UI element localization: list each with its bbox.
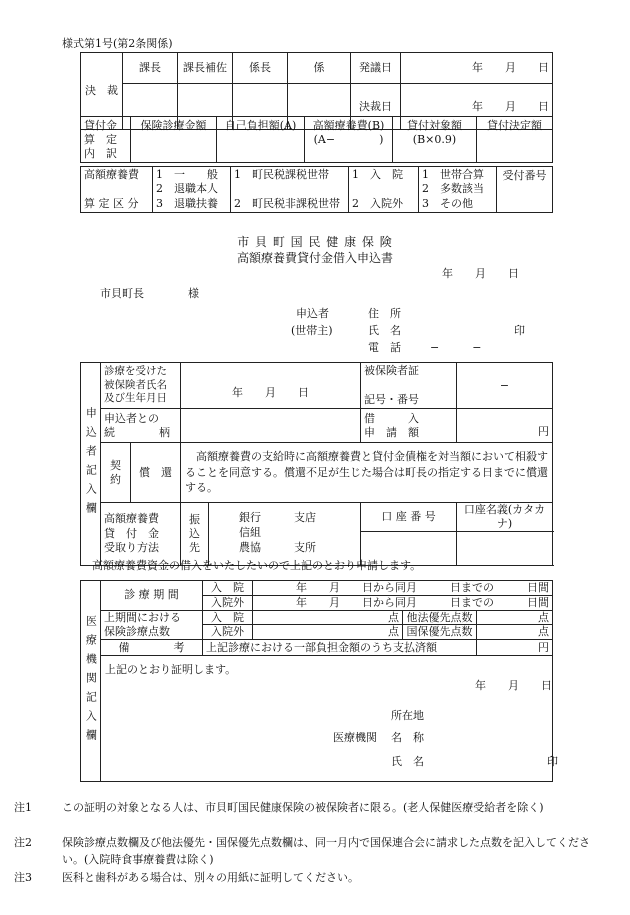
card-number-field[interactable]: − [457,363,553,409]
points-label: 上期間における 保険診療点数 [101,610,203,640]
certification-box [101,656,558,782]
category-inpatient[interactable]: 1 入 院 2 入院外 [349,167,419,213]
note-3 [14,869,602,886]
calc-loan-target[interactable]: 貸付対象額 (B×0.9) [393,117,477,163]
contract-label: 契 約 [101,443,131,503]
name-label: 氏 名 [368,324,401,337]
relation-label: 申込者との 続 柄 [101,409,181,443]
institution-table [80,580,558,782]
category-other[interactable]: 1 世帯合算 2 多数該当 3 その他 [419,167,497,213]
relation-field[interactable] [181,409,361,443]
other-priority-label: 他法優先点数 [403,610,477,625]
points-inpatient-label: 入 院 [203,610,253,625]
location-label: 所在地 [391,709,424,722]
category-table [80,166,553,213]
category-label: 高額療養費 算 定 区 分 [81,167,153,213]
bank-field[interactable] [209,503,361,566]
inst-name-label: 名 称 [391,731,424,744]
contract-text: 高額療養費の支給時に高額療養費と貸付金債権を対当額において相殺することを同意する。償還不足が生じた場合は町長の指定する日までに償還する。 [181,443,553,503]
remarks-label: 備 考 [101,640,203,656]
category-insured-type[interactable]: 1 一 般 2 退職本人 3 退職扶養 [153,167,231,213]
period-outpatient-label: 入院外 [203,595,253,610]
seal-mark: 印 [514,324,525,337]
issue-date-label: 発議日 [351,53,401,84]
period-inpatient-label: 入 院 [203,581,253,596]
calc-self-pay[interactable]: 自己負担額(A) [217,117,305,163]
other-priority-field[interactable]: 点 [477,610,553,625]
issue-date-field[interactable]: 年 月 日 [401,53,553,84]
calc-insured-amount[interactable]: 保険診療金額 [131,117,217,163]
note-3-label: 注3 [14,871,32,884]
reception-number[interactable]: 受付番号 [497,167,553,213]
note-1-label: 注1 [14,801,32,814]
approval-label: 決 裁 [81,53,123,130]
section2-side-label: 医療機関記入欄 [81,581,101,782]
calc-label: 貸付金 算 定 内 訳 [81,117,131,163]
points-inpatient-field[interactable]: 点 [253,610,403,625]
decision-date-label: 決裁日 [351,84,401,130]
transfer-label: 振 込 先 [181,503,209,566]
period-outpatient-field[interactable]: 年 月 日から同月 日までの 日間 [253,595,553,610]
note-3-text: 医科と歯科がある場合は、別々の用紙に証明してください。 [62,871,359,884]
doctor-name-label: 氏 名 [391,755,424,768]
account-number-label: 口 座 番 号 [361,503,457,532]
national-priority-label: 国保優先点数 [403,625,477,640]
note-2 [14,834,602,868]
addressee: 市貝町長 様 [100,287,199,300]
calc-table [80,116,553,163]
section1-side-label: 申込者記入欄 [81,363,101,566]
household-head-label: (世帯主) [291,324,333,337]
card-label: 被保険者証 記号・番号 [361,363,457,409]
account-name-label: 口座名義(カタカナ) [457,503,553,532]
patient-birth-field[interactable]: 年 月 日 [181,363,361,409]
application-date[interactable]: 年 月 日 [442,267,519,280]
note-1 [14,799,602,816]
applicant-label: 申込者 [296,307,329,320]
paid-amount-field[interactable]: 円 [477,640,553,656]
certify-text: 上記のとおり証明します。 [105,663,237,676]
role-kacho: 課長 [123,53,178,84]
amount-field[interactable]: 円 [457,409,553,443]
patient-label: 診療を受けた 被保険者氏名 及び生年月日 [101,363,181,409]
calc-loan-decision[interactable]: 貸付決定額 [477,117,553,163]
paid-amount-label: 上記診療における一部負担金額のうち支払済額 [203,640,477,656]
form-number: 様式第1号(第2条関係) [62,37,173,50]
note-2-text: 保険診療点数欄及び他法優先・国保優先点数欄は、同一月内で国保連合会に請求した点数を記入してください。(入院時食事療養費は除く) [62,836,590,866]
points-outpatient-field[interactable]: 点 [253,625,403,640]
category-tax-status[interactable]: 1 町民税課税世帯 2 町民税非課税世帯 [231,167,349,213]
title-line-2: 高額療養費貸付金借入申込書 [236,251,393,265]
role-kakari: 係 [288,53,351,84]
points-outpatient-label: 入院外 [203,625,253,640]
calc-high-cost[interactable]: 高額療養費(B) (A− ) [305,117,393,163]
note-2-label: 注2 [14,836,32,849]
period-label: 診 療 期 間 [101,581,203,611]
institution-label: 医療機関 [333,731,377,744]
amount-label: 借 入 申 請 額 [361,409,457,443]
national-priority-field[interactable]: 点 [477,625,553,640]
decision-date-field[interactable]: 年 月 日 [401,84,553,130]
doctor-seal: 印 [547,755,558,768]
phone-field[interactable]: − − [430,341,482,354]
bank-line-1: 銀行 支店 [239,511,316,525]
role-kacho-hosa: 課長補佐 [178,53,233,84]
address-label: 住 所 [368,307,401,320]
note-1-text: この証明の対象となる人は、市貝町国民健康保険の被保険者に限る。(老人保健医療受給者を除く) [62,801,544,814]
phone-label: 電 話 [368,341,401,354]
request-statement: 高額療養費資金の借入をいたしたいので上記のとおり申請します。 [92,559,422,572]
role-kakaricho: 係長 [233,53,288,84]
period-inpatient-field[interactable]: 年 月 日から同月 日までの 日間 [253,581,553,596]
bank-line-3: 農協 支所 [239,541,316,555]
applicant-entry-table [80,362,553,566]
account-name-field[interactable] [457,531,553,565]
bank-line-2: 信組 [239,526,261,540]
repay-label: 償 還 [131,443,181,503]
certify-date[interactable]: 年 月 日 [475,679,552,692]
receive-method-label: 高額療養費 貸 付 金 受取り方法 [101,503,181,566]
title-line-1: 市 貝 町 国 民 健 康 保 険 [237,235,393,249]
